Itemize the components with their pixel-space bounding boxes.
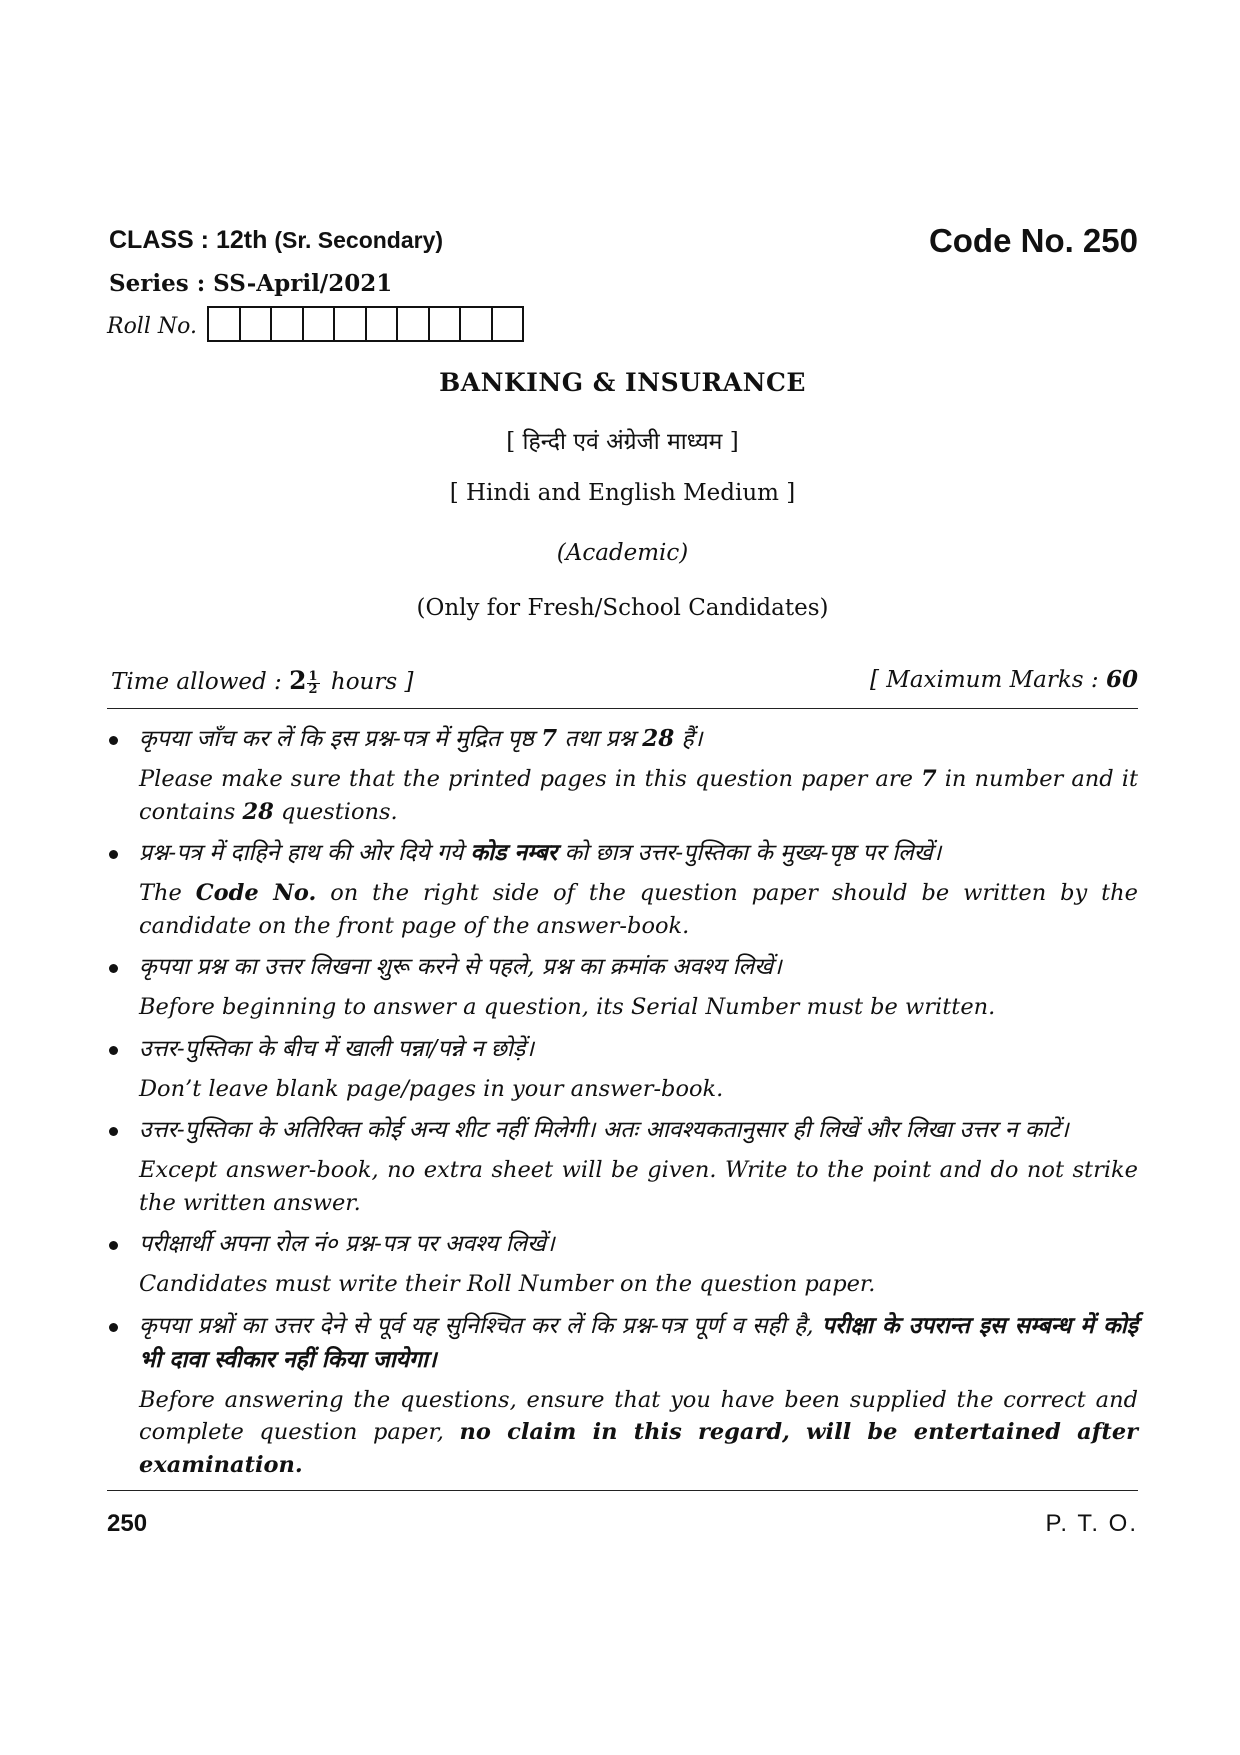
instruction-english: Before answering the questions, ensure that you have been supplied the correct and complete question paper, no claim in this regard, will be entertained after examination. — [139, 1386, 1138, 1478]
bullet-icon — [109, 736, 118, 745]
instruction-hindi: प्रश्न-पत्र में दाहिने हाथ की ओर दिये गये कोड नम्बर को छात्र उत्तर-पुस्तिका के मुख्य-पृष्ठ पर लिखें। — [139, 839, 942, 866]
instruction-hindi: कृपया प्रश्नों का उत्तर देने से पूर्व यह सुनिश्चित कर लें कि प्रश्न-पत्र पूर्ण व सही है, परीक्षा के उपरान्त इस सम्बन्ध में कोई भी दावा स्वीकार नहीं किया जायेगा। — [139, 1311, 1138, 1373]
medium-english: [ Hindi and English Medium ] — [449, 480, 796, 506]
time-allowed — [111, 666, 413, 696]
medium-hindi: [ हिन्दी एवं अंग्रेजी माध्यम ] — [506, 429, 739, 455]
class-text: CLASS : 12th — [109, 226, 268, 254]
fraction-denominator: 2 — [308, 681, 318, 697]
instruction-item — [107, 1227, 1138, 1301]
bullet-icon — [109, 850, 118, 859]
roll-digit-box[interactable] — [367, 306, 399, 342]
instructions-list — [107, 722, 1138, 1489]
roll-digit-box[interactable] — [398, 306, 430, 342]
footer-pto: P. T. O. — [1045, 1510, 1138, 1537]
instruction-hindi: उत्तर-पुस्तिका के अतिरिक्त कोई अन्य शीट नहीं मिलेगी। अतः आवश्यकतानुसार ही लिखें और लिखा उत्तर न काटें। — [139, 1117, 1069, 1143]
class-label — [109, 226, 443, 255]
instruction-item — [107, 950, 1138, 1024]
time-suffix: hours ] — [330, 669, 414, 695]
instruction-item — [107, 1309, 1138, 1482]
instruction-hindi: कृपया प्रश्न का उत्तर लिखना शुरू करने से पहले, प्रश्न का क्रमांक अवश्य लिखें। — [139, 954, 782, 980]
top-divider — [107, 708, 1138, 709]
code-number: Code No. 250 — [928, 222, 1138, 259]
class-sub-text: (Sr. Secondary) — [274, 227, 444, 253]
candidates-label: (Only for Fresh/School Candidates) — [416, 595, 829, 621]
instruction-english: The Code No. on the right side of the question paper should be written by the candidate on the front page of the answer-book. — [139, 880, 1138, 939]
roll-number-boxes[interactable] — [207, 306, 524, 342]
header-row — [107, 222, 1138, 266]
subject-title: BANKING & INSURANCE — [439, 368, 806, 397]
bottom-divider — [107, 1490, 1138, 1491]
instruction-item — [107, 836, 1138, 942]
footer-code: 250 — [107, 1510, 148, 1537]
instruction-item — [107, 722, 1138, 828]
instruction-hindi: उत्तर-पुस्तिका के बीच में खाली पन्ना/पन्ने न छोड़ें। — [139, 1035, 534, 1062]
roll-digit-box[interactable] — [209, 306, 241, 342]
bullet-icon — [109, 1046, 118, 1055]
time-fraction — [307, 668, 320, 697]
roll-digit-box[interactable] — [430, 306, 462, 342]
question-paper-page — [107, 0, 1138, 1755]
instruction-item — [107, 1113, 1138, 1219]
roll-digit-box[interactable] — [241, 306, 273, 342]
time-prefix: Time allowed : — [111, 669, 282, 695]
bullet-icon — [109, 964, 118, 973]
roll-digit-box[interactable] — [272, 306, 304, 342]
time-whole: 2 — [289, 666, 307, 695]
fraction-numerator: 1 — [308, 668, 318, 684]
series-label: Series : SS-April/2021 — [109, 270, 393, 297]
maximum-marks — [870, 666, 1138, 693]
marks-value: 60 — [1105, 666, 1138, 693]
stream-label: (Academic) — [556, 540, 689, 566]
marks-label: [ Maximum Marks : — [869, 667, 1099, 693]
bullet-icon — [109, 1323, 118, 1332]
instruction-english: Don’t leave blank page/pages in your answer-book. — [139, 1075, 724, 1102]
bullet-icon — [109, 1241, 118, 1250]
roll-label: Roll No. — [107, 314, 197, 339]
instruction-english: Before beginning to answer a question, its Serial Number must be written. — [139, 994, 996, 1020]
bullet-icon — [109, 1127, 118, 1136]
instruction-hindi: परीक्षार्थी अपना रोल नं० प्रश्न-पत्र पर अवश्य लिखें। — [139, 1231, 555, 1257]
instruction-english: Please make sure that the printed pages in this question paper are 7 in number and it contains 28 questions. — [139, 766, 1139, 825]
roll-digit-box[interactable] — [461, 306, 493, 342]
time-marks-row — [107, 666, 1138, 702]
instruction-english: Candidates must write their Roll Number on the question paper. — [139, 1271, 876, 1297]
roll-digit-box[interactable] — [493, 306, 525, 342]
instruction-item — [107, 1032, 1138, 1106]
instruction-hindi: कृपया जाँच कर लें कि इस प्रश्न-पत्र में मुद्रित पृष्ठ 7 तथा प्रश्न 28 हैं। — [139, 725, 703, 752]
roll-digit-box[interactable] — [335, 306, 367, 342]
instruction-english: Except answer-book, no extra sheet will be given. Write to the point and do not strike the written answer. — [139, 1157, 1138, 1216]
roll-digit-box[interactable] — [304, 306, 336, 342]
